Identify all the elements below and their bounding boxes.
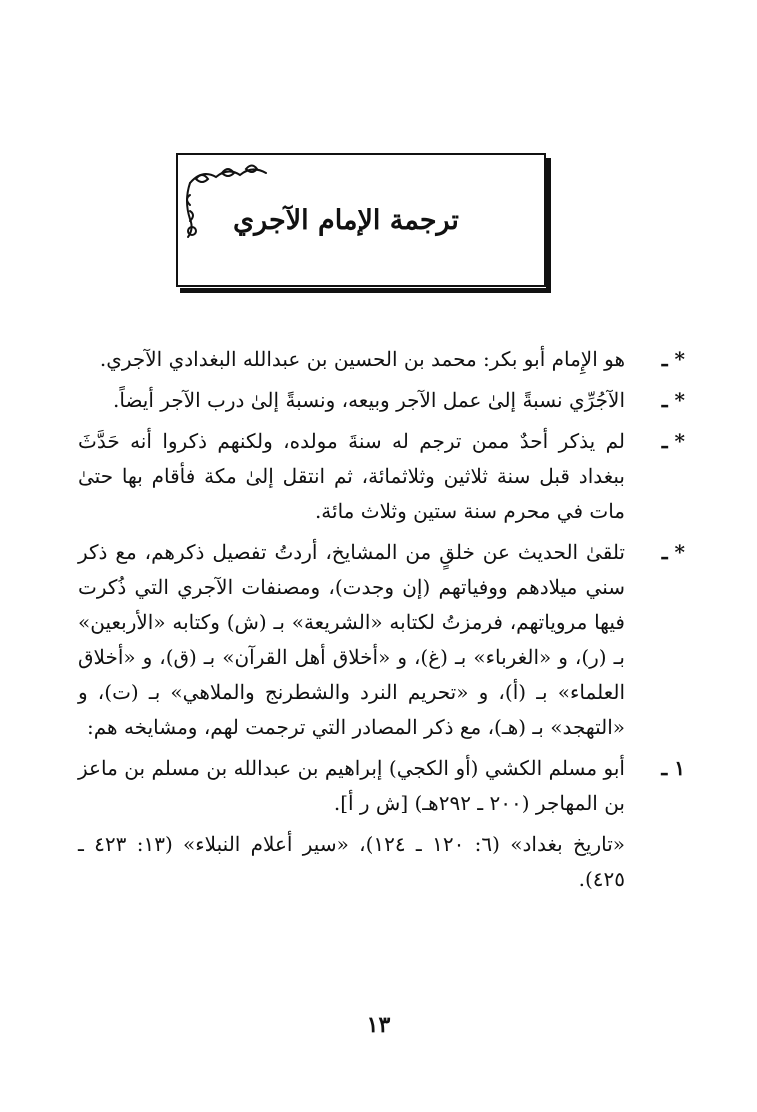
page-number: ١٣ xyxy=(366,1012,391,1038)
entry-marker: * ـ xyxy=(661,388,685,412)
entry-marker: * ـ xyxy=(661,540,685,564)
entry-teacher-1 xyxy=(78,751,685,821)
entry-birth-death xyxy=(78,424,685,529)
entry-text: تلقىٰ الحديث عن خلقٍ من المشايخ، أردتُ تفصيل ذكرهم، مع ذكر سني ميلادهم ووفياتهم (إن وجدت)، ومصنفات الآجري التي ذُكرت فيها مروياتهم، فرمزتُ لكتابه «الشريعة» بـ (ش) وكتابه «الأربعين» بـ (ر)، و «الغرباء» بـ (غ)، و «أخلاق أهل القرآن» بـ (ق)، و «أخلاق العلماء» بـ (أ)، و «تحريم النرد والشطرنج والملاهي» بـ (ت)، و «التهجد» بـ (هـ)، مع ذكر المصادر التي ترجمت لهم، ومشايخه هم: xyxy=(78,540,626,739)
entry-name xyxy=(78,342,685,377)
entry-teachers-intro xyxy=(78,535,685,745)
title-frame xyxy=(176,153,546,287)
entry-text: هو الإِمام أبو بكر: محمد بن الحسين بن عبدالله البغدادي الآجري. xyxy=(99,347,625,371)
entry-marker: * ـ xyxy=(661,429,685,453)
entry-text: أبو مسلم الكشي (أو الكجي) إبراهيم بن عبدالله بن مسلم بن ماعز بن المهاجر (٢٠٠ ـ ٢٩٢هـ) [ش ر أ]. xyxy=(78,756,625,815)
biography-content xyxy=(78,342,685,897)
entry-text: الآجُرِّي نسبةً إلىٰ عمل الآجر وبيعه، ونسبةً إلىٰ درب الآجر أيضاً. xyxy=(113,388,625,412)
entry-marker: * ـ xyxy=(661,347,685,371)
entry-marker: ١ ـ xyxy=(661,756,685,780)
entry-nisba xyxy=(78,383,685,418)
page-title: ترجمة الإمام الآجري xyxy=(233,205,459,236)
source-note: «تاريخ بغداد» (٦: ١٢٠ ـ ١٢٤)، «سير أعلام النبلاء» (١٣: ٤٢٣ ـ ٤٢٥). xyxy=(78,832,625,891)
entry-text: لم يذكر أحدٌ ممن ترجم له سنةَ مولده، ولكنهم ذكروا أنه حَدَّثَ ببغداد قبل سنة ثلاثين وثلاثمائة، ثم انتقل إلىٰ مكة فأقام بها حتىٰ مات في محرم سنة ستين وثلاث مائة. xyxy=(78,429,625,523)
